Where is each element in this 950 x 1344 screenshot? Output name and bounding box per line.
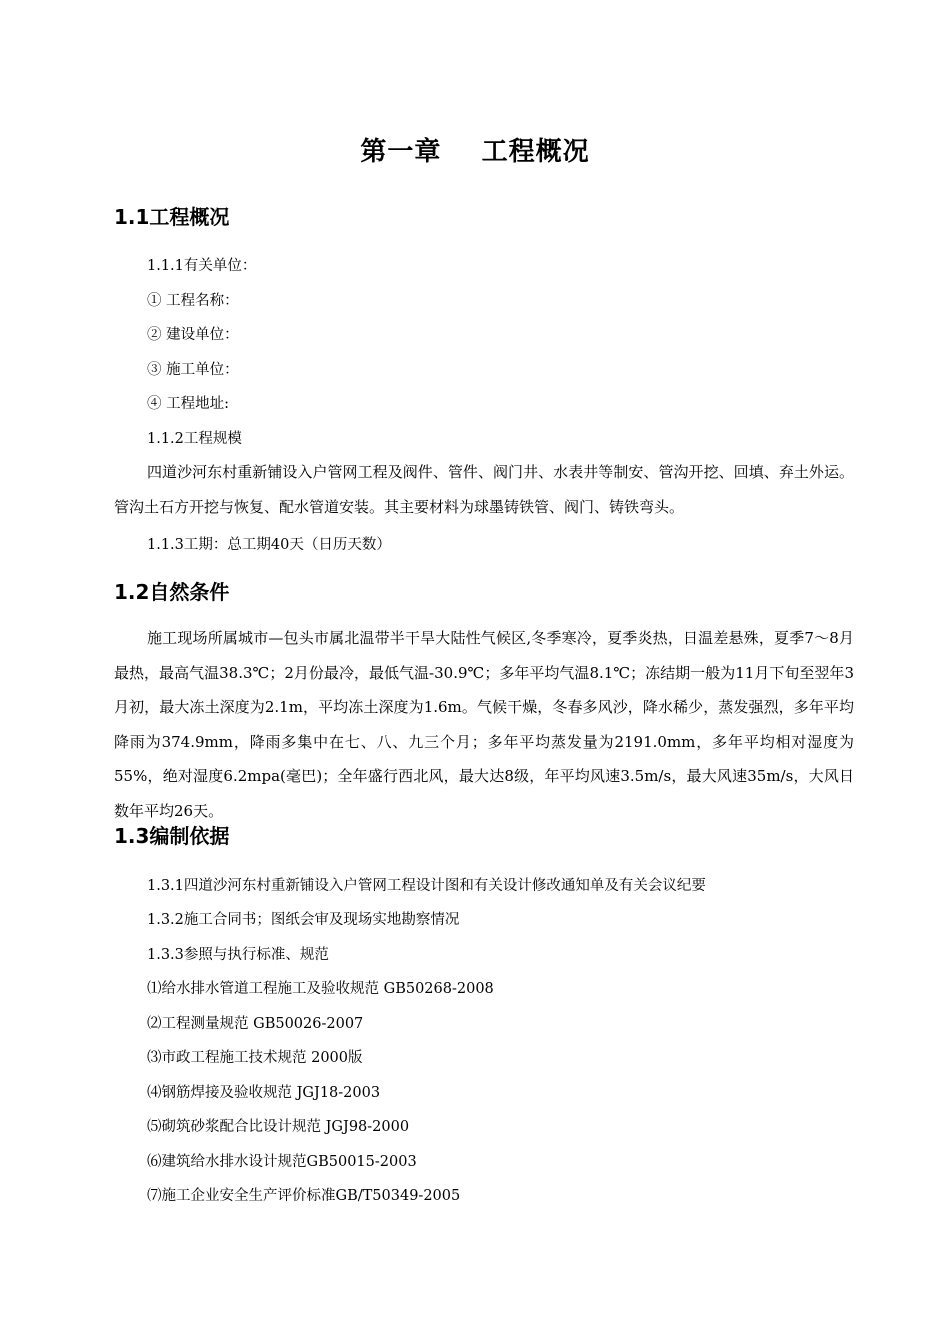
item-1-1-2: 1.1.2工程规模 (147, 431, 242, 447)
section-heading-1-3: 1.3编制依据 (114, 824, 230, 848)
standard-item-4: ⑷钢筋焊接及验收规范 JGJ18-2003 (147, 1085, 381, 1101)
item-project-name: ① 工程名称： (147, 293, 239, 309)
item-1-3-1: 1.3.1四道沙河东村重新铺设入户管网工程设计图和有关设计修改通知单及有关会议纪要 (147, 878, 706, 894)
item-1-1-1: 1.1.1有关单位： (147, 258, 257, 274)
paragraph-project-scale: 四道沙河东村重新铺设入户管网工程及阀件、管件、阀门井、水表井等制安、管沟开挖、回填、弃土外运。管沟土石方开挖与恢复、配水管道安装。其主要材料为球墨铸铁管、阀门、铸铁弯头。 (114, 463, 854, 516)
item-project-address: ④ 工程地址: (147, 396, 229, 412)
paragraph-natural-conditions: 施工现场所属城市—包头市属北温带半干旱大陆性气候区,冬季寒冷，夏季炎热，日温差悬殊，夏季7～8月最热，最高气温38.3℃；2月份最冷，最低气温-30.9℃；多年平均气温8.1℃；冻结期一般为11月下旬至翌年3月初，最大冻土深度为2.1m，平均冻土深度为1.6m。气候干燥，冬春多风沙，降水稀少，蒸发强烈，多年平均降雨为374.9mm，降雨多集中在七、八、九三个月；多年平均蒸发量为2191.0mm，多年平均相对湿度为55%，绝对湿度6.2mpa(毫巴)；全年盛行西北风，最大达8级，年平均风速3.5m/s，最大风速35m/s，大风日数年平均26天。 (114, 629, 854, 820)
standard-item-1: ⑴给水排水管道工程施工及验收规范 GB50268-2008 (147, 981, 494, 997)
section-heading-1-1: 1.1工程概况 (114, 205, 230, 229)
standard-item-2: ⑵工程测量规范 GB50026-2007 (147, 1016, 364, 1032)
item-1-1-3: 1.1.3工期：总工期40天（日历天数） (147, 537, 391, 553)
item-construction-unit: ② 建设单位： (147, 327, 239, 343)
standard-item-7: ⑺施工企业安全生产评价标准GB/T50349-2005 (147, 1188, 461, 1204)
standard-item-6: ⑹建筑给水排水设计规范GB50015-2003 (147, 1154, 417, 1170)
standard-item-3: ⑶市政工程施工技术规范 2000版 (147, 1050, 363, 1066)
item-builder-unit: ③ 施工单位： (147, 362, 239, 378)
section-heading-1-2: 1.2自然条件 (114, 580, 230, 604)
standard-item-5: ⑸砌筑砂浆配合比设计规范 JGJ98-2000 (147, 1119, 410, 1135)
chapter-title: 第一章 工程概况 (360, 137, 590, 167)
item-1-3-2: 1.3.2施工合同书；图纸会审及现场实地勘察情况 (147, 912, 460, 928)
item-1-3-3: 1.3.3参照与执行标准、规范 (147, 947, 329, 963)
